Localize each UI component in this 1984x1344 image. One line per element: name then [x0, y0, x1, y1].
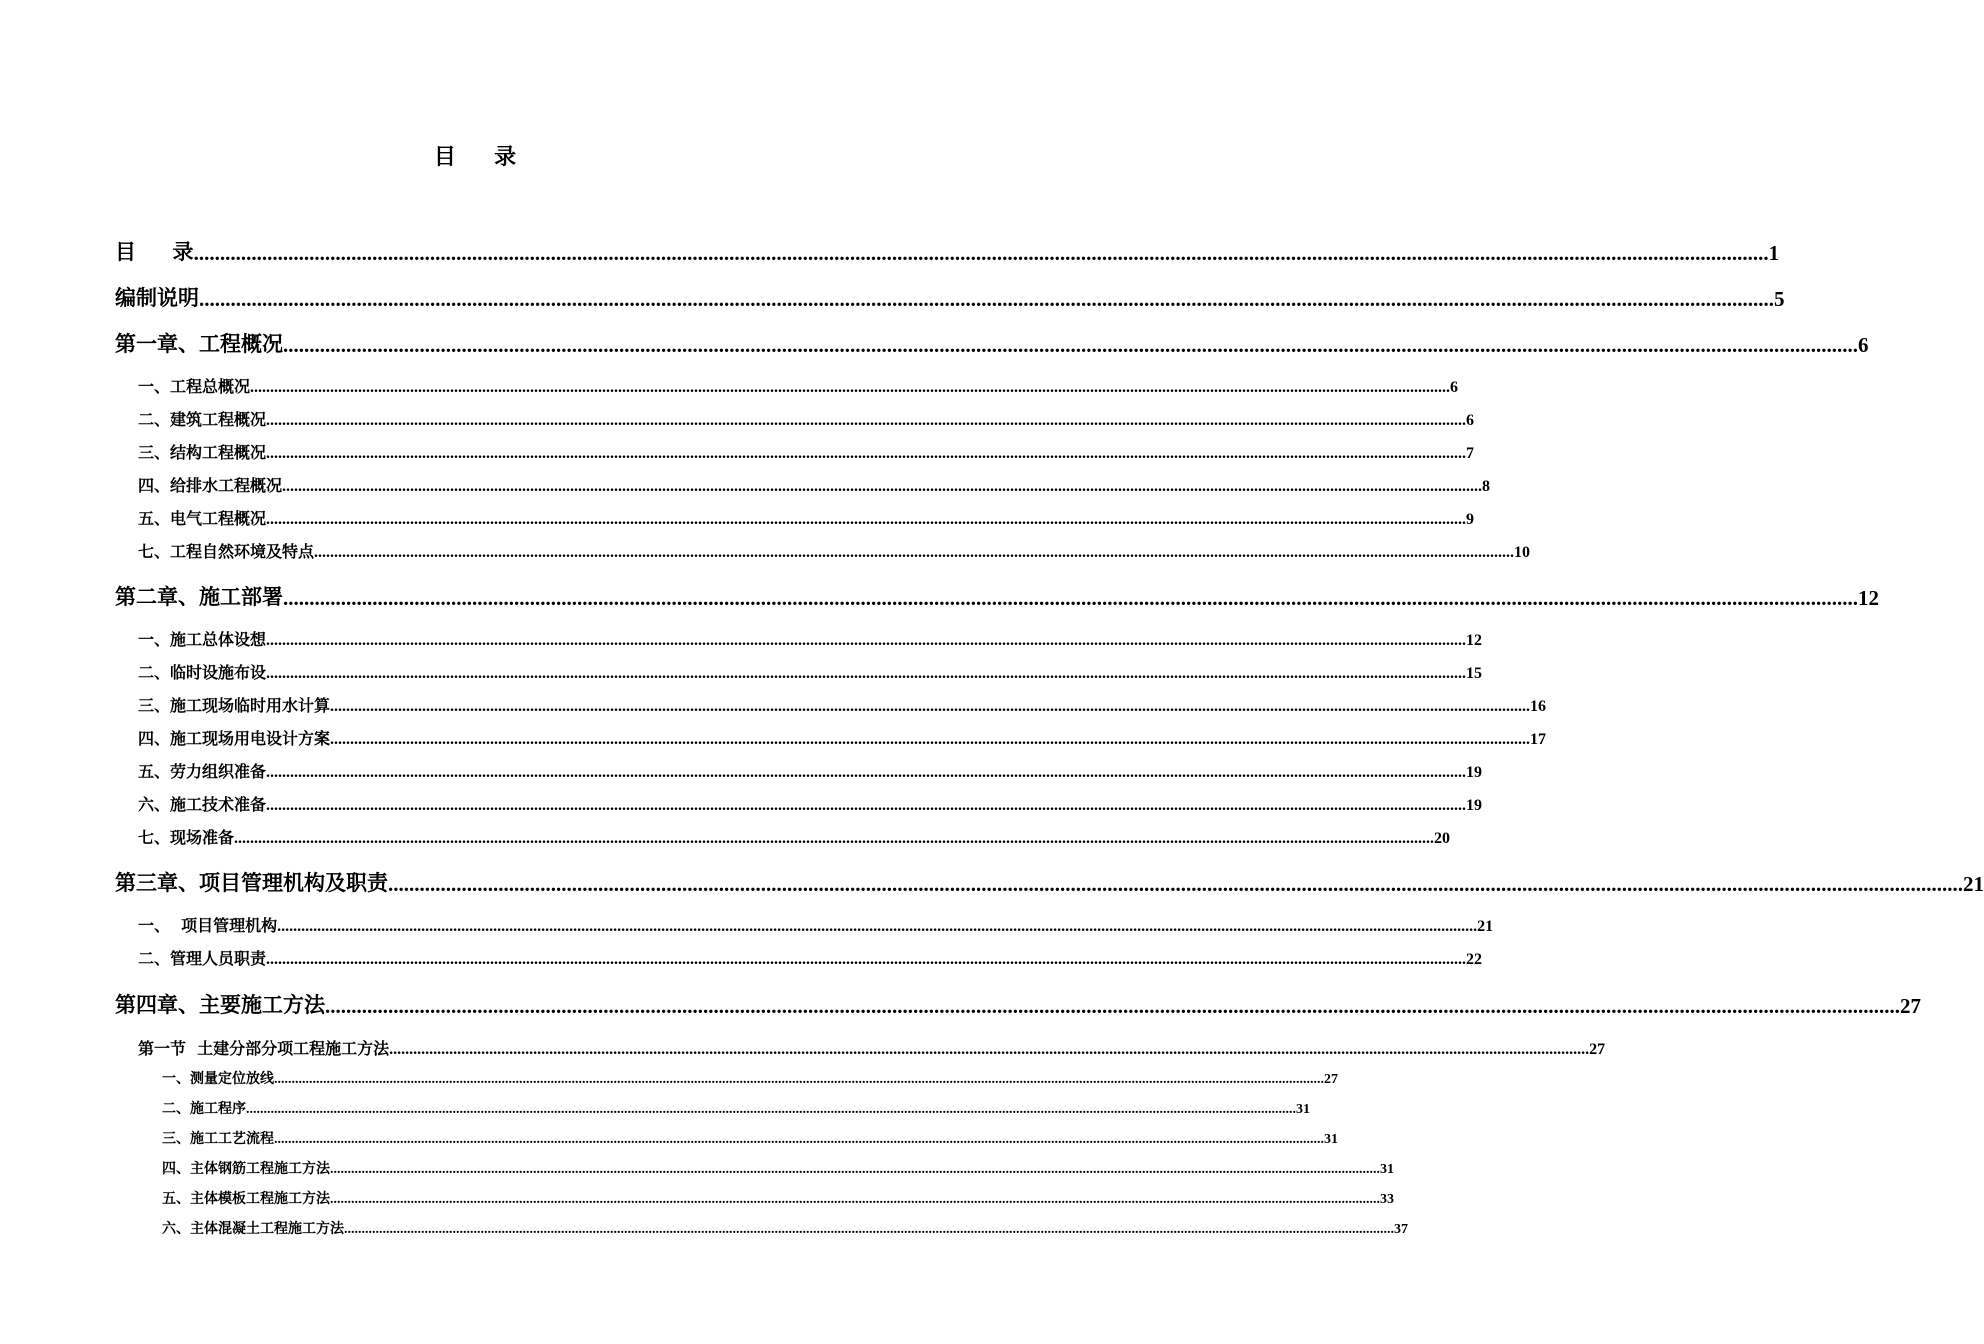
toc-entry-label: 五、电气工程概况 — [138, 509, 267, 528]
toc-entry-label: 四、主体钢筋工程施工方法 — [162, 1161, 330, 1177]
toc-dot-leader: ............................................................................................................................................................................................................................................................................................................ — [266, 797, 1467, 814]
toc-entry[interactable] — [138, 540, 1531, 562]
toc-page-number: 9 — [1466, 511, 1475, 528]
toc-entry-label: 三、施工工艺流程 — [162, 1131, 274, 1147]
toc-dot-leader: ............................................................................................................................................................................................................................................................................................................ — [330, 731, 1531, 748]
toc-page-number: 16 — [1530, 698, 1547, 715]
toc-entry[interactable] — [138, 661, 1483, 683]
toc-entry[interactable] — [162, 1098, 1310, 1118]
page-title: 目 录 — [433, 144, 517, 170]
toc-entry-label: 三、施工现场临时用水计算 — [138, 696, 331, 715]
toc-entry-label: 目 录 — [115, 239, 194, 264]
toc-dot-leader: ............................................................................................................................................................................................................................................................................................................ — [266, 951, 1467, 968]
toc-page-number: 31 — [1380, 1162, 1394, 1177]
toc-entry[interactable] — [138, 507, 1475, 529]
toc-entry-label: 一、测量定位放线 — [162, 1071, 274, 1087]
toc-dot-leader: ............................................................................................................................................................................................................................................................................................................ — [388, 872, 1963, 896]
toc-page-number: 10 — [1514, 544, 1531, 561]
toc-dot-leader: ............................................................................................................................................................................................................................................................................................................ — [282, 478, 1483, 495]
toc-dot-leader: ............................................................................................................................................................................................................................................................................................................ — [325, 994, 1900, 1018]
toc-dot-leader: ............................................................................................................................................................................................................................................................................................................ — [193, 241, 1769, 265]
toc-page-number: 33 — [1380, 1192, 1394, 1207]
toc-entry[interactable] — [115, 583, 1879, 611]
toc-dot-leader: ............................................................................................................................................................................................................................................................................................................ — [234, 830, 1435, 847]
toc-entry-label: 一、施工总体设想 — [138, 630, 267, 649]
toc-dot-leader: ............................................................................................................................................................................................................................................................................................................ — [283, 586, 1858, 610]
toc-entry[interactable] — [138, 947, 1483, 969]
toc-entry[interactable] — [138, 408, 1475, 430]
toc-page-number: 31 — [1324, 1132, 1338, 1147]
toc-dot-leader: ............................................................................................................................................................................................................................................................................................................ — [266, 764, 1467, 781]
toc-entry-label: 一、工程总概况 — [138, 377, 251, 396]
toc-entry[interactable] — [115, 238, 1780, 266]
toc-page-number: 7 — [1466, 445, 1475, 462]
toc-dot-leader: ............................................................................................................................................................................................................................................................................................................ — [314, 544, 1515, 561]
toc-entry[interactable] — [162, 1188, 1394, 1208]
toc-dot-leader: ............................................................................................................................................................................................................................................................................................................ — [330, 1192, 1380, 1207]
toc-entry[interactable] — [138, 375, 1459, 397]
toc-page-number: 20 — [1434, 830, 1451, 847]
toc-entry[interactable] — [138, 628, 1483, 650]
toc-dot-leader: ............................................................................................................................................................................................................................................................................................................ — [266, 412, 1467, 429]
toc-page-number: 31 — [1296, 1102, 1310, 1117]
toc-entry-label: 四、给排水工程概况 — [138, 476, 283, 495]
toc-page-number: 27 — [1900, 994, 1921, 1018]
toc-entry[interactable] — [115, 284, 1785, 312]
toc-page-number: 6 — [1858, 333, 1869, 357]
toc-dot-leader: ............................................................................................................................................................................................................................................................................................................ — [274, 1072, 1324, 1087]
toc-dot-leader: ............................................................................................................................................................................................................................................................................................................ — [246, 1102, 1296, 1117]
toc-dot-leader: ............................................................................................................................................................................................................................................................................................................ — [274, 1132, 1324, 1147]
toc-page-number: 12 — [1858, 586, 1879, 610]
toc-page-number: 6 — [1466, 412, 1475, 429]
toc-page-number: 8 — [1482, 478, 1491, 495]
toc-entry-label: 七、工程自然环境及特点 — [138, 542, 315, 561]
toc-entry[interactable] — [138, 1037, 1606, 1059]
toc-dot-leader: ............................................................................................................................................................................................................................................................................................................ — [330, 1162, 1380, 1177]
toc-entry-label: 第四章、主要施工方法 — [115, 992, 325, 1017]
toc-entry[interactable] — [138, 694, 1547, 716]
toc-entry[interactable] — [115, 991, 1921, 1019]
toc-entry[interactable] — [138, 727, 1547, 749]
toc-entry-label: 第一章、工程概况 — [115, 331, 283, 356]
toc-page-number: 17 — [1530, 731, 1547, 748]
toc-page-number: 5 — [1774, 287, 1785, 311]
toc-entry-label: 二、临时设施布设 — [138, 663, 267, 682]
toc-dot-leader: ............................................................................................................................................................................................................................................................................................................ — [266, 665, 1467, 682]
toc-entry-label: 七、现场准备 — [138, 828, 235, 847]
toc-dot-leader: ............................................................................................................................................................................................................................................................................................................ — [266, 632, 1467, 649]
toc-entry[interactable] — [138, 793, 1483, 815]
toc-page-number: 21 — [1477, 918, 1494, 935]
toc-entry-label: 二、建筑工程概况 — [138, 410, 267, 429]
toc-dot-leader: ............................................................................................................................................................................................................................................................................................................ — [266, 511, 1467, 528]
toc-entry-label: 六、施工技术准备 — [138, 795, 267, 814]
toc-page-number: 6 — [1450, 379, 1459, 396]
toc-entry-label: 三、结构工程概况 — [138, 443, 267, 462]
toc-entry[interactable] — [138, 826, 1451, 848]
toc-entry-label: 二、管理人员职责 — [138, 949, 267, 968]
toc-entry[interactable] — [138, 474, 1491, 496]
toc-dot-leader: ............................................................................................................................................................................................................................................................................................................ — [330, 698, 1531, 715]
toc-entry-label: 编制说明 — [115, 285, 199, 310]
toc-entry-label: 五、劳力组织准备 — [138, 762, 267, 781]
toc-entry-label: 第一节 土建分部分项工程施工方法 — [138, 1039, 390, 1058]
toc-entry-label: 第三章、项目管理机构及职责 — [115, 870, 388, 895]
toc-entry-label: 一、 项目管理机构 — [138, 916, 278, 935]
toc-page-number: 22 — [1466, 951, 1483, 968]
toc-entry[interactable] — [162, 1218, 1408, 1238]
toc-entry[interactable] — [115, 869, 1984, 897]
toc-page-number: 27 — [1589, 1041, 1606, 1058]
toc-dot-leader: ............................................................................................................................................................................................................................................................................................................ — [250, 379, 1451, 396]
toc-entry-label: 五、主体模板工程施工方法 — [162, 1191, 330, 1207]
toc-entry[interactable] — [162, 1128, 1338, 1148]
toc-page-number: 15 — [1466, 665, 1483, 682]
toc-page-number: 12 — [1466, 632, 1483, 649]
toc-entry[interactable] — [115, 330, 1869, 358]
toc-page-number: 27 — [1324, 1072, 1338, 1087]
toc-entry[interactable] — [138, 760, 1483, 782]
toc-entry[interactable] — [138, 441, 1475, 463]
toc-page-number: 1 — [1768, 241, 1780, 265]
toc-entry-label: 第二章、施工部署 — [115, 584, 283, 609]
toc-entry-label: 六、主体混凝土工程施工方法 — [162, 1221, 344, 1237]
toc-dot-leader: ............................................................................................................................................................................................................................................................................................................ — [199, 287, 1774, 311]
toc-dot-leader: ............................................................................................................................................................................................................................................................................................................ — [283, 333, 1858, 357]
toc-dot-leader: ............................................................................................................................................................................................................................................................................................................ — [266, 445, 1467, 462]
toc-entry[interactable] — [138, 914, 1494, 936]
toc-entry[interactable] — [162, 1158, 1394, 1178]
toc-page-number: 19 — [1466, 797, 1483, 814]
toc-entry-label: 二、施工程序 — [162, 1101, 246, 1117]
toc-entry-label: 四、施工现场用电设计方案 — [138, 729, 331, 748]
toc-dot-leader: ............................................................................................................................................................................................................................................................................................................ — [389, 1041, 1590, 1058]
toc-page-number: 19 — [1466, 764, 1483, 781]
toc-dot-leader: ............................................................................................................................................................................................................................................................................................................ — [277, 918, 1478, 935]
toc-entry[interactable] — [162, 1068, 1338, 1088]
toc-dot-leader: ............................................................................................................................................................................................................................................................................................................ — [344, 1222, 1394, 1237]
toc-page-number: 37 — [1394, 1222, 1408, 1237]
toc-page-number: 21 — [1963, 872, 1984, 896]
